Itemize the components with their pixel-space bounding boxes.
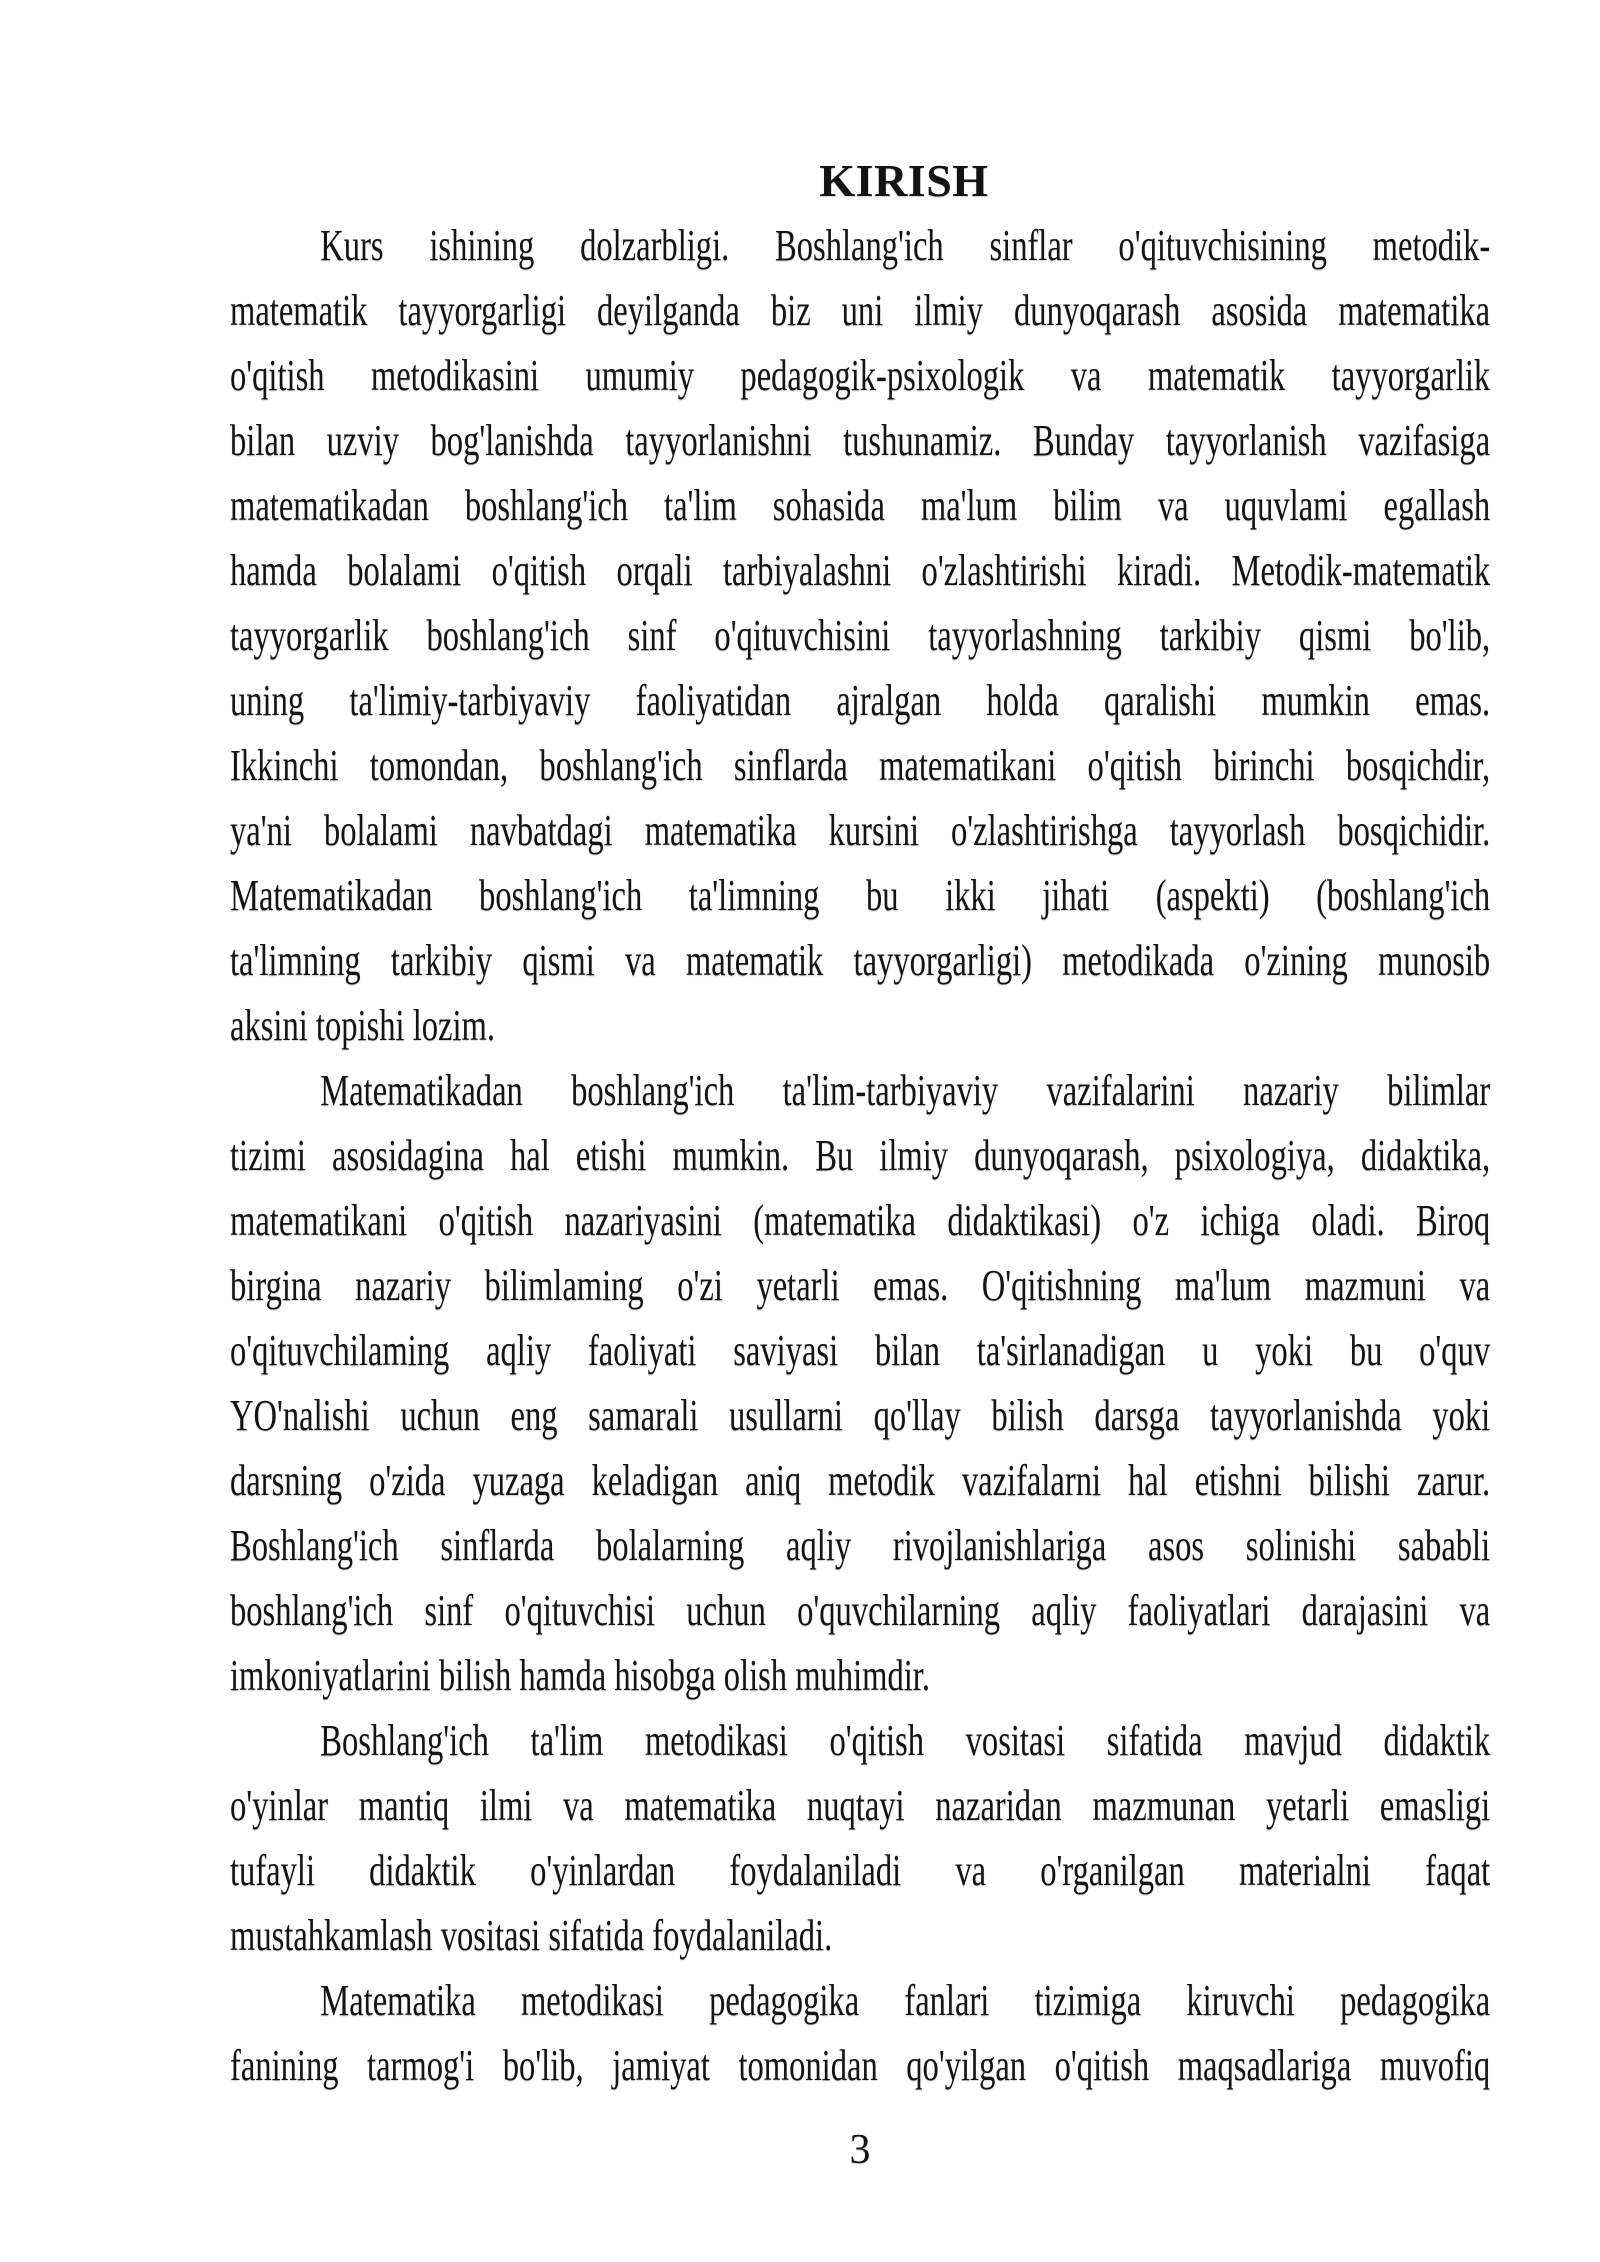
text-line: Boshlang'ich sinflarda bolalarning aqliy rivojlanishlariga asos solinishi sababli (230, 1521, 1491, 1570)
text-line: matematikadan boshlang'ich ta'lim sohasida ma'lum bilim va uquvlami egallash (230, 481, 1491, 530)
text-line: ya'ni bolalami navbatdagi matematika kursini o'zlashtirishga tayyorlash bosqichidir. (230, 806, 1491, 855)
text-line: aksini topishi lozim. (230, 1001, 496, 1050)
text-line: Matematika metodikasi pedagogika fanlari tizimiga kiruvchi pedagogika (320, 1976, 1491, 2025)
page-number: 3 (849, 2127, 871, 2173)
text-line: matematikani o'qitish nazariyasini (matematika didaktikasi) o'z ichiga oladi. Biroq (230, 1196, 1491, 1245)
text-line: Kurs ishining dolzarbligi. Boshlang'ich sinflar o'qituvchisining metodik- (320, 221, 1491, 270)
text-line: Matematikadan boshlang'ich ta'lim-tarbiyaviy vazifalarini nazariy bilimlar (320, 1066, 1491, 1115)
text-line: mustahkamlash vositasi sifatida foydalaniladi. (230, 1911, 833, 1960)
text-line: YO'nalishi uchun eng samarali usullarni qo'llay bilish darsga tayyorlanishda yoki (230, 1391, 1491, 1440)
paragraph (230, 1708, 1490, 1968)
text-line: tayyorgarlik boshlang'ich sinf o'qituvchisini tayyorlashning tarkibiy qismi bo'lib, (230, 611, 1491, 660)
text-line: birgina nazariy bilimlaming o'zi yetarli emas. O'qitishning ma'lum mazmuni va (230, 1261, 1491, 1310)
text-line: Boshlang'ich ta'lim metodikasi o'qitish vositasi sifatida mavjud didaktik (320, 1716, 1491, 1765)
paragraph (230, 213, 1490, 1058)
text-line: o'qituvchilaming aqliy faoliyati saviyasi bilan ta'sirlanadigan u yoki bu o'quv (230, 1326, 1491, 1375)
text-line: o'qitish metodikasini umumiy pedagogik-psixologik va matematik tayyorgarlik (230, 351, 1491, 400)
page-title: KIRISH (819, 155, 989, 206)
document-body (230, 213, 1490, 2098)
text-line: matematik tayyorgarligi deyilganda biz uni ilmiy dunyoqarash asosida matematika (230, 286, 1491, 335)
text-line: uning ta'limiy-tarbiyaviy faoliyatidan ajralgan holda qaralishi mumkin emas. (230, 676, 1491, 725)
text-line: Matematikadan boshlang'ich ta'limning bu ikki jihati (aspekti) (boshlang'ich (230, 871, 1491, 920)
text-line: hamda bolalami o'qitish orqali tarbiyalashni o'zlashtirishi kiradi. Metodik-matematik (230, 546, 1491, 595)
text-line: o'yinlar mantiq ilmi va matematika nuqtayi nazaridan mazmunan yetarli emasligi (230, 1781, 1491, 1830)
text-line: boshlang'ich sinf o'qituvchisi uchun o'quvchilarning aqliy faoliyatlari darajasini va (230, 1586, 1491, 1635)
paragraph (230, 1058, 1490, 1708)
text-line: imkoniyatlarini bilish hamda hisobga olish muhimdir. (230, 1651, 930, 1700)
text-line: tizimi asosidagina hal etishi mumkin. Bu ilmiy dunyoqarash, psixologiya, didaktika, (230, 1131, 1491, 1180)
text-line: ta'limning tarkibiy qismi va matematik tayyorgarligi) metodikada o'zining munosib (230, 936, 1491, 985)
text-line: Ikkinchi tomondan, boshlang'ich sinflarda matematikani o'qitish birinchi bosqichdir, (230, 741, 1491, 790)
text-line: darsning o'zida yuzaga keladigan aniq metodik vazifalarni hal etishni bilishi zarur. (230, 1456, 1491, 1505)
text-line: bilan uzviy bog'lanishda tayyorlanishni tushunamiz. Bunday tayyorlanish vazifasiga (230, 416, 1491, 465)
text-line: tufayli didaktik o'yinlardan foydalaniladi va o'rganilgan materialni faqat (230, 1846, 1491, 1895)
paragraph (230, 1968, 1490, 2098)
text-line: fanining tarmog'i bo'lib, jamiyat tomonidan qo'yilgan o'qitish maqsadlariga muvofiq (230, 2041, 1491, 2090)
